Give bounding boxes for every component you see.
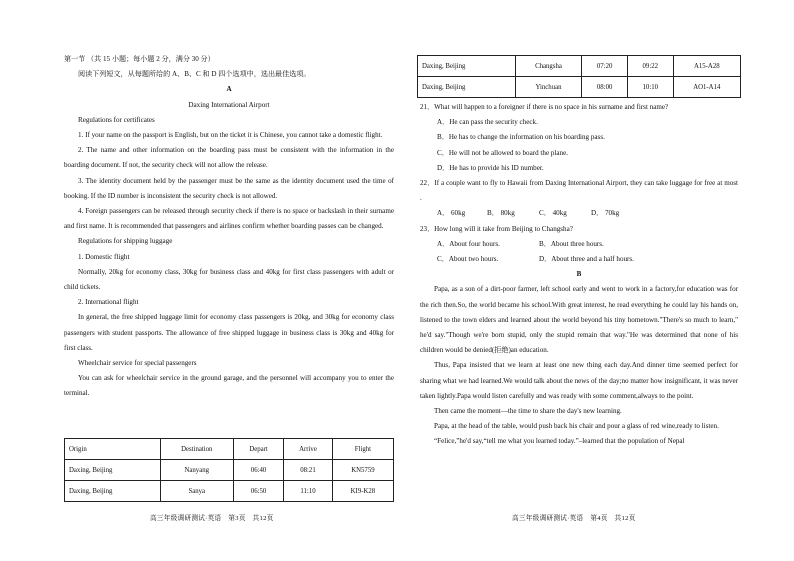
- paragraph: 4. Foreign passengers can be released through security check if there is no space or backslash in their surname and first name. It is recommended that passengers and airlines confirm whether boarding passes can be changed.: [64, 207, 394, 231]
- question-23: 23．How long will it take from Beijing to Changsha?: [420, 224, 573, 233]
- table-cell: 09:22: [627, 56, 673, 77]
- option: A．He can pass the security check.: [437, 118, 538, 127]
- passage-label: A: [226, 85, 232, 94]
- question-21: 21．What will happen to a foreigner if there is no space in his surname and first name?: [420, 103, 669, 111]
- subheading-wheelchair: Wheelchair service for special passengers: [78, 359, 197, 368]
- table-cell: A15-A28: [673, 56, 740, 77]
- option-row: [420, 206, 738, 221]
- table-cell: 10:10: [627, 77, 673, 98]
- paragraph: Then came the moment—the time to share the day's new learning.: [434, 407, 622, 416]
- paragraph: In general, the free shipped luggage limit for economy class passengers is 20kg, and 30kg for economy class passengers with student passports. The allowance of free shipped luggage in business class is 30kg and 40kg for first class.: [64, 313, 394, 352]
- passage-title: Daxing International Airport: [188, 100, 270, 109]
- option: B． 80kg: [487, 209, 515, 218]
- option: D． 70kg: [591, 209, 620, 218]
- paragraph: 1. Domestic flight: [78, 252, 130, 261]
- table-row: [65, 481, 394, 502]
- paragraph: Papa, at the head of the table, would push back his chair and pour a glass of red wine,ready to listen.: [434, 422, 719, 431]
- instructions: 阅读下列短文，从每题所给的 A、B、C 和 D 四个选项中，选出最佳选项。: [78, 70, 311, 79]
- paragraph: 1. If your name on the passport is English, but on the ticket it is Chinese, you cannot take a domestic flight.: [78, 131, 383, 140]
- flight-table-part1: [64, 438, 394, 502]
- table-cell: Nanyang: [160, 460, 234, 481]
- table-cell: Changsha: [515, 56, 582, 77]
- table-cell: 06:50: [234, 481, 284, 502]
- option: C．He will not be allowed to board the plane.: [437, 148, 569, 157]
- left-column: [64, 52, 394, 402]
- table-header: Flight: [332, 439, 393, 460]
- paragraph: Papa, as a son of a dirt-poor farmer, left school early and went to work in a factory,for education was for the rich then.So, the world became his school.With great interest, he read everything he could lay his hands on, listened to the town elders and learned about the world beyond his tiny hometown."There's so much to learn," he'd say."Though we're born stupid, only the stupid remain that way."He was determined that none of his children would be denied(拒绝)an education.: [420, 285, 738, 355]
- option-row: [420, 237, 738, 252]
- table-cell: Yinchuan: [515, 77, 582, 98]
- option: A．About four hours.: [437, 239, 500, 248]
- section-header: 第一节 （共 15 小题；每小题 2 分，满分 30 分）: [64, 55, 215, 63]
- paragraph: Thus, Papa insisted that we learn at least one new thing each day.And dinner time seemed perfect for sharing what we had learned.We would talk about the news of the day;no matter how insignificant, it was never taken lightly.Papa would listen carefully and was ready with some comment,always to the point.: [420, 361, 738, 400]
- subheading-certificates: Regulations for certificates: [78, 115, 155, 124]
- question-22: 22．If a couple want to fly to Hawaii from Daxing International Airport, they can take luggage for free at most .: [420, 179, 738, 203]
- table-cell: Daxing, Beijing: [65, 481, 161, 502]
- table-row: [418, 56, 741, 77]
- table-cell: 08:00: [582, 77, 628, 98]
- table-cell: KN5759: [332, 460, 393, 481]
- table-cell: 06:40: [234, 460, 284, 481]
- table-header-row: [65, 439, 394, 460]
- page-footer-left: 高三年级调研测试·英语 第3页 共12页: [150, 515, 274, 522]
- table-cell: Daxing, Beijing: [418, 56, 516, 77]
- table-header: Destination: [160, 439, 234, 460]
- page-footer-right: 高三年级调研测试·英语 第4页 共12页: [512, 515, 636, 522]
- paragraph: 2. The name and other information on the boarding pass must be consistent with the information in the boarding document. If not, the security check will not allow the release.: [64, 146, 394, 170]
- table-cell: AO1-A14: [673, 77, 740, 98]
- option-row: [420, 252, 738, 267]
- flight-table-part2: [417, 55, 741, 98]
- table-cell: 07:20: [582, 56, 628, 77]
- table-cell: 11:10: [284, 481, 333, 502]
- option: B．About three hours.: [539, 239, 604, 248]
- paragraph: You can ask for wheelchair service in the ground garage, and the personnel will accompany you to enter the terminal.: [64, 374, 394, 398]
- option: D．He has to provide his ID number.: [437, 163, 544, 172]
- table-header: Depart: [234, 439, 284, 460]
- passage-label: B: [576, 270, 582, 279]
- paragraph: 2. International flight: [78, 298, 139, 307]
- option: A． 60kg: [437, 209, 466, 218]
- table-cell: Daxing, Beijing: [65, 460, 161, 481]
- table-cell: Sanya: [160, 481, 234, 502]
- table-header: Arrive: [284, 439, 333, 460]
- option: D．About three and a half hours.: [539, 255, 634, 264]
- option: B．He has to change the information on his boarding pass.: [437, 133, 605, 142]
- table-header: Origin: [65, 439, 161, 460]
- paragraph: Normally, 20kg for economy class, 30kg for business class and 40kg for first class passengers with adult or child tickets.: [64, 267, 394, 292]
- paragraph: 3. The identity document held by the passenger must be the same as the identity document used the time of booking. If the ID number is inconsistent the security check is not allowed.: [64, 176, 394, 200]
- right-column: [420, 100, 738, 450]
- option: C． 40kg: [539, 209, 567, 218]
- table-row: [65, 460, 394, 481]
- table-cell: 08:21: [284, 460, 333, 481]
- paragraph: “Felice,”he'd say,“tell me what you learned today.”–learned that the population of Nepal: [434, 437, 685, 446]
- subheading-luggage: Regulations for shipping luggage: [78, 237, 173, 246]
- table-cell: Daxing, Beijing: [418, 77, 516, 98]
- option: C．About two hours.: [437, 255, 499, 264]
- table-cell: KI9-K28: [332, 481, 393, 502]
- table-row: [418, 77, 741, 98]
